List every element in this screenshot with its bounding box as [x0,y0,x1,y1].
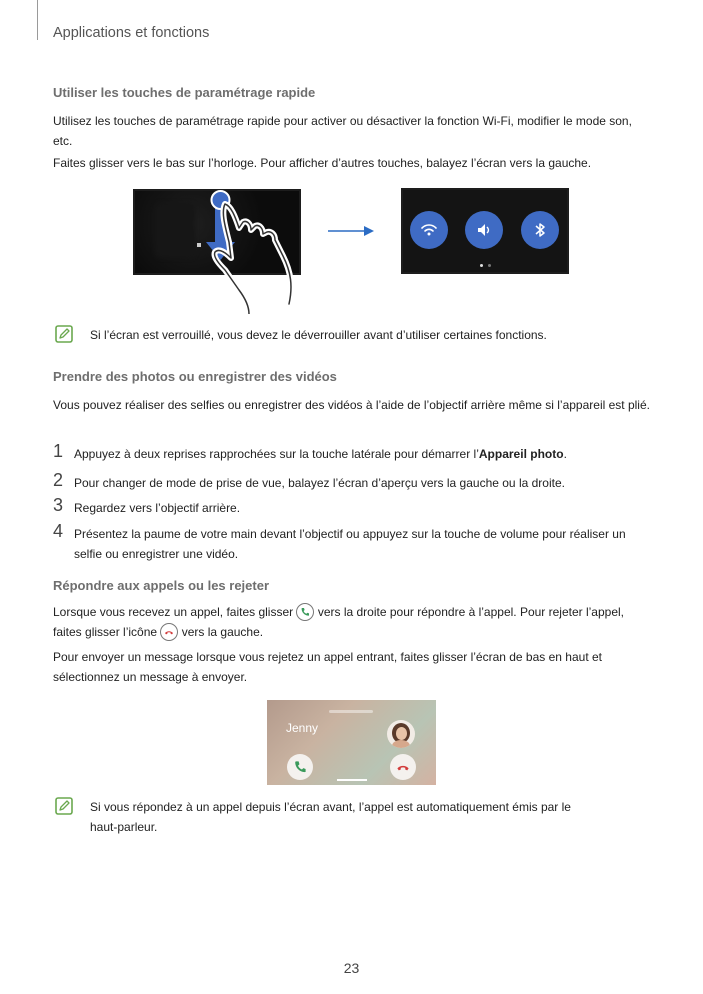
page-header-title: Applications et fonctions [53,25,210,41]
volume-icon [474,220,494,240]
section-heading-photos-videos: Prendre des photos ou enregistrer des vidéos [53,369,337,384]
arrow-right-icon [328,225,374,237]
reject-call-button[interactable] [390,754,416,780]
paragraph-answer-reject: Lorsque vous recevez un appel, faites glisser vers la droite pour répondre à l’appel. Pour rejeter l’appel, faites glisser l’icône vers la gauche. [53,605,625,639]
header-divider [37,0,38,40]
step-item [53,521,653,564]
note-speakerphone: Si vous répondez à un appel depuis l’écran avant, l’appel est automatiquement émis par le haut-parleur. [90,800,571,834]
section-heading-calls: Répondre aux appels ou les rejeter [53,578,270,593]
phone-reject-icon [396,760,410,774]
step-item [53,495,653,518]
answer-call-button[interactable] [287,754,313,780]
answer-call-inline-icon [296,603,314,621]
step-text: Présentez la paume de votre main devant l’objectif ou appuyez sur la touche de volume pour réaliser un selfie ou enregistrer une vidéo. [74,527,626,561]
paragraph-quick-settings-intro: Utilisez les touches de paramétrage rapide pour activer ou désactiver la fonction Wi-Fi, modifier le mode son, etc. [53,114,632,148]
caller-name: Jenny [286,721,319,735]
bluetooth-icon [530,220,550,240]
paragraph-reject-with-message: Pour envoyer un message lorsque vous rejetez un appel entrant, faites glisser l’écran de bas en haut et sélectionnez un message à envoyer. [53,650,602,684]
note-icon [55,325,73,343]
figure-quick-settings-panel [401,188,569,274]
swipe-down-gesture-illustration [195,186,310,314]
step-item [53,441,653,464]
page-number: 23 [343,960,360,976]
note-icon [55,797,73,815]
page-indicator-dot [488,264,491,267]
step-text: Pour changer de mode de prise de vue, balayez l’écran d’aperçu vers la gauche ou la droite. [74,476,565,490]
step-number: 2 [53,470,64,490]
step-number: 3 [53,495,64,515]
step-number: 1 [53,441,64,461]
caller-avatar [387,720,415,748]
page-indicator-dot-active [480,264,483,267]
step-number: 4 [53,521,64,541]
figure-incoming-call-screen [267,700,436,785]
sound-toggle[interactable] [465,211,503,249]
paragraph-photos-intro: Vous pouvez réaliser des selfies ou enregistrer des vidéos à l’aide de l’objectif arrière même si l’appareil est plié. [53,398,650,412]
home-indicator [337,779,367,781]
wifi-icon [419,220,439,240]
bluetooth-toggle[interactable] [521,211,559,249]
app-name-camera: Appareil photo [478,447,564,461]
paragraph-quick-settings-swipe: Faites glisser vers le bas sur l’horloge. Pour afficher d’autres touches, balayez l’écran vers la gauche. [53,156,592,170]
wifi-toggle[interactable] [410,211,448,249]
reject-call-inline-icon [160,623,178,641]
note-locked-screen: Si l’écran est verrouillé, vous devez le déverrouiller avant d’utiliser certaines fonctions. [90,328,547,342]
status-bar-placeholder [329,710,373,713]
step-text: Appuyez à deux reprises rapprochées sur la touche latérale pour démarrer l’Appareil photo. [74,447,567,461]
step-item [53,470,653,493]
step-text: Regardez vers l’objectif arrière. [74,501,241,515]
section-heading-quick-settings: Utiliser les touches de paramétrage rapide [53,85,316,100]
phone-answer-icon [293,760,307,774]
